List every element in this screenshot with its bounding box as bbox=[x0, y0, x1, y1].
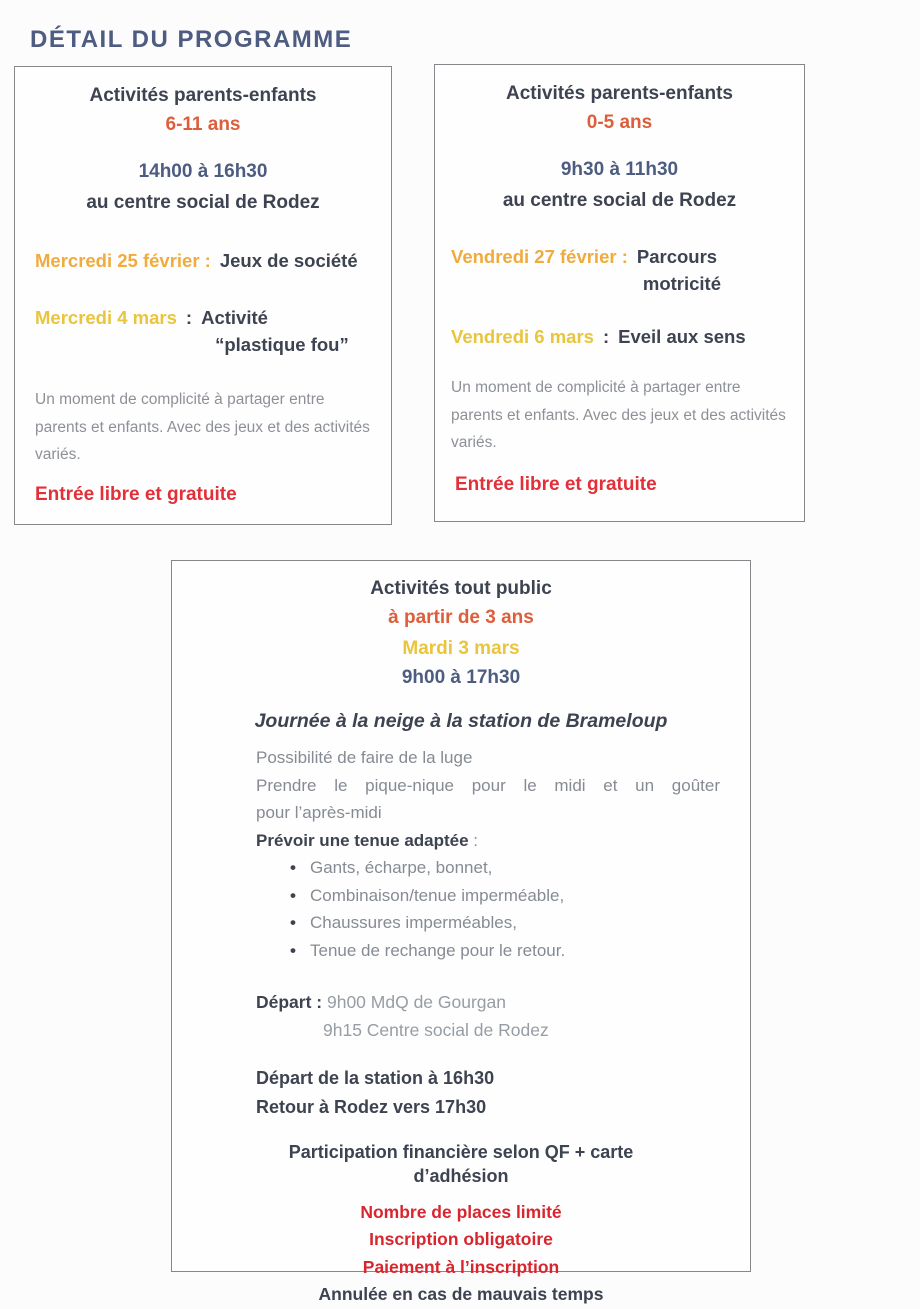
time-range: 14h00 à 16h30 bbox=[138, 161, 268, 182]
departure-info bbox=[200, 988, 722, 1044]
detail-line: Prendre le pique-nique pour le midi et un goûter bbox=[256, 775, 720, 795]
activity-label bbox=[201, 305, 349, 359]
activity-line-1: Parcours bbox=[636, 246, 718, 267]
activity-label: Jeux de société bbox=[219, 250, 358, 271]
station-departure-line: Départ de la station à 16h30 bbox=[256, 1068, 495, 1089]
time-range: 9h30 à 11h30 bbox=[560, 159, 679, 180]
cancellation-note: Annulée en cas de mauvais temps bbox=[318, 1284, 604, 1305]
card-parents-enfants-6-11 bbox=[14, 66, 392, 525]
activity-line-1: Activité bbox=[201, 306, 268, 328]
location: au centre social de Rodez bbox=[86, 192, 320, 213]
participation-note: Participation financière selon QF + carte d’adhésion bbox=[288, 1142, 634, 1186]
time-range: 9h00 à 17h30 bbox=[401, 667, 521, 688]
description-text: Un moment de complicité à partager entre parents et enfants. Avec des jeux et des activités variés. bbox=[35, 391, 370, 463]
location: au centre social de Rodez bbox=[502, 190, 737, 211]
activity-line-2: “plastique fou” bbox=[215, 333, 349, 355]
age-range: 0-5 ans bbox=[586, 112, 653, 133]
detail-line: pour l’après-midi bbox=[256, 803, 382, 823]
return-info bbox=[200, 1064, 722, 1121]
gear-heading-label: Prévoir une tenue adaptée bbox=[256, 830, 469, 850]
date-label: Mercredi 4 mars bbox=[35, 306, 177, 328]
list-item: • Gants, écharpe, bonnet, bbox=[290, 854, 720, 882]
colon-separator: : bbox=[185, 306, 193, 328]
list-item: • Tenue de rechange pour le retour. bbox=[290, 937, 720, 965]
departure-line-2: 9h15 Centre social de Rodez bbox=[323, 1020, 549, 1041]
detail-line: Possibilité de faire de la luge bbox=[256, 748, 473, 767]
date-label: Mercredi 25 février : bbox=[35, 250, 211, 271]
card-tout-public-neige bbox=[171, 560, 751, 1305]
page-title: DÉTAIL DU PROGRAMME bbox=[30, 26, 353, 53]
schedule-row bbox=[451, 324, 788, 351]
event-details bbox=[200, 744, 722, 964]
age-range: 6-11 ans bbox=[165, 114, 241, 135]
description-text: Un moment de complicité à partager entre parents et enfants. Avec des jeux et des activités variés. bbox=[451, 379, 786, 451]
gear-heading bbox=[256, 827, 720, 855]
date-label: Vendredi 27 février : bbox=[451, 246, 628, 267]
return-line: Retour à Rodez vers 17h30 bbox=[256, 1096, 487, 1117]
colon-separator: : bbox=[602, 325, 610, 347]
warning-line: Inscription obligatoire bbox=[369, 1229, 553, 1250]
event-headline: Journée à la neige à la station de Brameloup bbox=[254, 710, 668, 732]
free-entry-note: Entrée libre et gratuite bbox=[455, 473, 657, 495]
date-label: Mardi 3 mars bbox=[402, 638, 520, 659]
activity-line-2: motricité bbox=[642, 272, 722, 294]
free-entry-note: Entrée libre et gratuite bbox=[35, 483, 237, 505]
age-range: à partir de 3 ans bbox=[388, 607, 534, 628]
date-label: Vendredi 6 mars bbox=[451, 325, 594, 347]
colon-separator: : bbox=[468, 830, 479, 850]
activity-label bbox=[637, 244, 721, 298]
list-item: • Chaussures imperméables, bbox=[290, 909, 720, 937]
departure-label: Départ : bbox=[256, 992, 323, 1013]
warning-line: Paiement à l’inscription bbox=[362, 1256, 560, 1277]
schedule-row bbox=[35, 305, 371, 359]
warning-line: Nombre de places limité bbox=[360, 1201, 562, 1222]
list-item: • Combinaison/tenue imperméable, bbox=[290, 882, 720, 910]
departure-line-1 bbox=[256, 988, 722, 1016]
card-title: Activités parents-enfants bbox=[505, 83, 733, 104]
card-parents-enfants-0-5 bbox=[434, 64, 805, 522]
schedule-row bbox=[451, 244, 788, 298]
card-title: Activités tout public bbox=[370, 578, 552, 599]
card-title: Activités parents-enfants bbox=[89, 85, 317, 106]
clothing-list bbox=[256, 854, 720, 964]
schedule-row bbox=[35, 248, 371, 275]
activity-label: Eveil aux sens bbox=[618, 325, 746, 347]
departure-value: 9h00 MdQ de Gourgan bbox=[322, 992, 506, 1013]
